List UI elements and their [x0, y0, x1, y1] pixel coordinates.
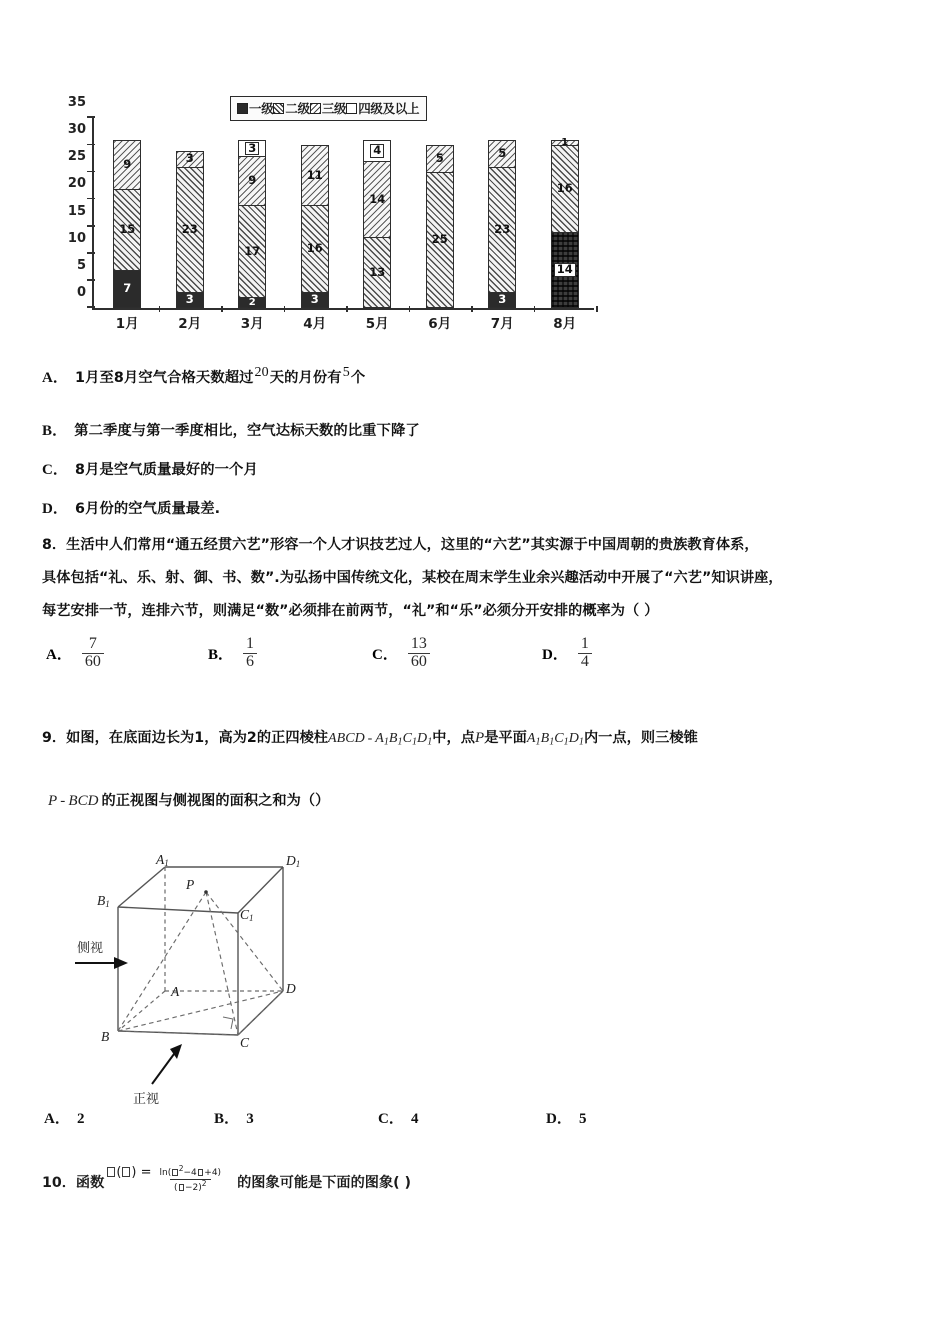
- q9-math-p: P: [474, 730, 485, 746]
- q9-option-b: [214, 1107, 254, 1128]
- q9-mid-2: 是平面: [484, 730, 527, 746]
- x-axis-label-3月: 3月: [240, 316, 264, 332]
- legend-item-level4: [346, 99, 419, 117]
- legend-swatch-icon: [310, 103, 321, 114]
- q8-option-c: [372, 636, 430, 671]
- bar-segment-label: 5: [498, 146, 507, 161]
- q10-fraction: [156, 1165, 226, 1194]
- legend-item-level2: [273, 99, 309, 117]
- q8-option-a-fraction: [82, 636, 104, 671]
- q10-post: 的图象可能是下面的图象( ): [237, 1174, 412, 1191]
- fraction-numerator: 13: [410, 635, 427, 652]
- q7-option-a-sup2: 5: [342, 365, 350, 380]
- bar-segment-二级: [113, 189, 141, 270]
- bar-2月: [176, 151, 204, 308]
- side-view-arrow-icon: [75, 957, 128, 969]
- q7-option-a-mid: 天的月份有: [269, 369, 342, 386]
- bar-segment-四级及以上: [363, 140, 391, 162]
- bar-segment-二级: [488, 167, 516, 292]
- q8-option-d: [542, 636, 592, 671]
- x-axis-tick: [596, 306, 598, 312]
- bar-8月: [551, 136, 579, 308]
- q9-mid-1: 中，点: [432, 730, 475, 746]
- q9-math-prism: ABCD - $A_1B_1C_1D_1$: [328, 731, 433, 748]
- x-axis-tick: [221, 306, 223, 312]
- q7-option-c-text: 8月是空气质量最好的一个月: [75, 462, 258, 478]
- bar-segment-label: 13: [369, 264, 386, 279]
- q10-formula: [106, 1165, 229, 1194]
- q8-option-d-fraction: [578, 636, 592, 671]
- q9-pre: 9．如图，在底面边长为1，高为2的正四棱柱: [42, 730, 329, 746]
- y-axis-tick-label: 5: [76, 257, 86, 273]
- q7-option-d: [42, 497, 220, 518]
- q7-option-b-text: 第二季度与第一季度相比，空气达标天数的比重下降了: [74, 423, 420, 439]
- q10-fraction-denominator: ( −2)$^2$: [170, 1179, 211, 1194]
- bar-segment-二级: [426, 172, 454, 308]
- fraction-denominator: 60: [408, 653, 430, 671]
- q7-option-d-tag: D．: [42, 501, 69, 517]
- bar-segment-三级: [551, 136, 579, 148]
- bar-1月: [113, 140, 141, 308]
- bar-segment-label: 11: [306, 167, 323, 182]
- bar-segment-label: 15: [119, 222, 136, 237]
- x-axis-tick: [284, 306, 286, 312]
- vertex-label-C: C: [240, 1035, 250, 1050]
- q9-solid-figure: [70, 845, 370, 1115]
- bar-segment-一级: [488, 292, 516, 308]
- bar-segment-一级: [238, 297, 266, 308]
- side-view-label: 侧视: [77, 941, 104, 956]
- bar-segment-label: 3: [185, 151, 194, 166]
- q9-option-d: [546, 1107, 587, 1128]
- bar-7月: [488, 140, 516, 308]
- bar-segment-label: 25: [431, 232, 448, 247]
- q10-pre: 10．函数: [42, 1174, 105, 1191]
- q7-option-c: [42, 458, 258, 479]
- q7-option-d-text: 6月份的空气质量最差.: [75, 501, 221, 517]
- x-axis-label-5月: 5月: [365, 316, 389, 332]
- legend-label-level3: 三级: [321, 101, 347, 116]
- q8-option-a-tag: A．: [46, 646, 72, 663]
- q10-fraction-numerator: ln( $^2$−4 +4): [159, 1164, 222, 1178]
- q9-option-c-tag: C．: [378, 1111, 405, 1127]
- bar-segment-label: 9: [248, 173, 257, 188]
- q9-post: 的正视图与侧视图的面积之和为（）: [101, 793, 330, 809]
- vertex-label-P: P: [186, 877, 195, 892]
- bar-segment-label: 3: [498, 292, 507, 307]
- bar-6月: [426, 145, 454, 308]
- legend-label-level1: 一级: [249, 101, 274, 116]
- bar-segment-label: 3: [245, 142, 259, 156]
- x-axis-tick: [346, 306, 348, 312]
- legend-item-level1: [237, 99, 273, 117]
- vertex-label-B1: $B_1$: [97, 893, 110, 909]
- front-view-label: 正视: [133, 1092, 160, 1107]
- q8-option-d-tag: D．: [542, 646, 568, 663]
- q7-option-b-tag: B．: [42, 423, 68, 439]
- q9-math-pyramid: P - BCD: [48, 793, 99, 809]
- q8-option-b: [208, 636, 257, 671]
- q9-option-b-text: 3: [246, 1111, 254, 1127]
- q8-line-3: 每艺安排一节，连排六节，则满足“数”必须排在前两节，“礼”和“乐”必须分开安排的概率为（ ）: [42, 603, 659, 619]
- x-axis-label-4月: 4月: [303, 316, 327, 332]
- fraction-numerator: 1: [246, 635, 255, 652]
- vertex-label-C1: $C_1$: [240, 907, 254, 923]
- x-axis-label-1月: 1月: [115, 316, 139, 332]
- bar-segment-label: 9: [123, 156, 132, 171]
- q7-option-a-pre: 1月至8月空气合格天数超过: [75, 369, 254, 386]
- bar-segment-label: 3: [310, 292, 319, 307]
- fraction-numerator: 7: [88, 635, 97, 652]
- q9-statement-line-1: [42, 727, 698, 748]
- y-axis-tick-label: 0: [76, 285, 86, 300]
- bar-segment-三级: [176, 151, 204, 167]
- y-axis-tick-label: 30: [67, 122, 86, 138]
- x-axis: [92, 308, 594, 310]
- bar-3月: [238, 140, 266, 308]
- bar-segment-一级: [301, 292, 329, 308]
- y-axis-tick-label: 35: [67, 95, 86, 110]
- x-axis-label-6月: 6月: [428, 316, 452, 332]
- q9-option-b-tag: B．: [214, 1111, 240, 1127]
- q9-option-d-tag: D．: [546, 1111, 573, 1127]
- bar-segment-二级: [301, 205, 329, 292]
- bar-segment-label: 23: [494, 222, 511, 237]
- y-axis-tick-label: 25: [67, 149, 86, 165]
- x-axis-tick: [159, 306, 161, 312]
- legend-swatch-icon: [237, 103, 248, 114]
- q8-line-2: 具体包括“礼、乐、射、御、书、数”.为弘扬中国传统文化，某校在周末学生业余兴趣活动中开展了“六艺”知识讲座，: [42, 570, 783, 586]
- q7-option-b: [42, 419, 420, 440]
- bar-segment-三级: [426, 145, 454, 172]
- q8-option-b-fraction: [243, 636, 257, 671]
- vertex-label-A: A: [171, 984, 180, 999]
- q9-mid-3: 内一点，则三棱锥: [583, 730, 698, 746]
- q9-option-a-tag: A．: [44, 1111, 71, 1127]
- y-axis-tick-label: 10: [67, 230, 86, 246]
- bar-segment-label: 3: [185, 292, 194, 307]
- bar-segment-一级: [551, 232, 579, 308]
- bar-5月: [363, 140, 391, 308]
- bar-segment-label: 14: [554, 263, 576, 277]
- vertex-label-D: D: [286, 981, 296, 996]
- cube-svg: [70, 845, 370, 1115]
- x-axis-tick: [471, 306, 473, 312]
- vertex-label-D1: $D_1$: [286, 853, 301, 869]
- bar-segment-三级: [488, 140, 516, 167]
- bar-segment-四级及以上: [238, 140, 266, 156]
- bar-segment-label: 14: [369, 192, 386, 207]
- q8-option-b-tag: B．: [208, 646, 234, 663]
- fraction-denominator: 60: [82, 653, 104, 671]
- fraction-denominator: 4: [578, 653, 592, 671]
- bar-segment-label: 5: [435, 151, 444, 166]
- bar-segment-二级: [363, 237, 391, 308]
- front-view-arrow-icon: [152, 1044, 182, 1084]
- y-axis-tick-label: 15: [67, 203, 86, 219]
- q7-option-c-tag: C．: [42, 462, 69, 478]
- legend-item-level3: [310, 99, 346, 117]
- bar-segment-三级: [363, 161, 391, 237]
- bar-segment-一级: [176, 292, 204, 308]
- q8-line-1: 8．生活中人们常用“通五经贯六艺”形容一个人才识技艺过人，这里的“六艺”其实源于中国周朝的贵族教育体系，: [42, 537, 759, 553]
- q8-option-a: [46, 636, 104, 671]
- x-axis-tick: [534, 306, 536, 312]
- bar-segment-label: 4: [370, 144, 384, 158]
- q9-statement-line-2: [48, 790, 329, 810]
- q7-option-a-tag: A．: [42, 369, 69, 386]
- bar-segment-三级: [301, 145, 329, 205]
- x-axis-label-7月: 7月: [490, 316, 514, 332]
- bar-segment-label: 17: [244, 243, 261, 258]
- bar-segment-二级: [176, 167, 204, 292]
- bar-segment-一级: [113, 270, 141, 308]
- bar-segment-label: 2: [248, 296, 256, 308]
- air-quality-stacked-bar-chart: [62, 96, 602, 336]
- y-axis-tick-label: 20: [67, 176, 86, 192]
- fraction-denominator: 6: [243, 653, 257, 671]
- bar-group: [92, 118, 592, 332]
- q10-func-notation: ( ) =: [106, 1165, 151, 1180]
- q9-option-c-text: 4: [411, 1111, 419, 1127]
- bar-segment-label: 7: [123, 281, 132, 296]
- x-axis-tick: [409, 306, 411, 312]
- bar-segment-二级: [551, 145, 579, 232]
- q8-option-c-fraction: [408, 636, 430, 671]
- q7-option-a-post: 个: [350, 369, 366, 386]
- q7-option-a: [42, 365, 365, 387]
- q9-math-plane: $A_1B_1C_1D_1$: [526, 731, 584, 748]
- bar-segment-三级: [113, 140, 141, 189]
- q9-option-c: [378, 1107, 419, 1128]
- q10-statement: [42, 1165, 411, 1194]
- fraction-numerator: 1: [580, 635, 589, 652]
- bar-segment-二级: [238, 205, 266, 297]
- bar-segment-label: 16: [556, 181, 573, 196]
- x-axis-label-2月: 2月: [178, 316, 202, 332]
- legend-swatch-icon: [346, 103, 357, 114]
- q9-option-d-text: 5: [579, 1111, 587, 1127]
- bar-segment-label: 1: [561, 136, 569, 148]
- bar-segment-三级: [238, 156, 266, 205]
- legend-swatch-icon: [273, 103, 284, 114]
- legend-label-level2: 二级: [285, 101, 310, 116]
- bar-segment-label: 16: [306, 241, 323, 256]
- vertex-label-A1: $A_1$: [156, 852, 169, 868]
- bar-segment-label: 23: [181, 222, 198, 237]
- q9-option-a-text: 2: [77, 1111, 85, 1127]
- q8-option-c-tag: C．: [372, 646, 398, 663]
- q7-option-a-sup1: 20: [254, 365, 269, 380]
- vertex-label-B: B: [101, 1029, 110, 1044]
- x-axis-label-8月: 8月: [553, 316, 577, 332]
- bar-4月: [301, 145, 329, 308]
- q9-option-a: [44, 1107, 85, 1128]
- legend-label-level4: 四级及以上: [358, 101, 420, 116]
